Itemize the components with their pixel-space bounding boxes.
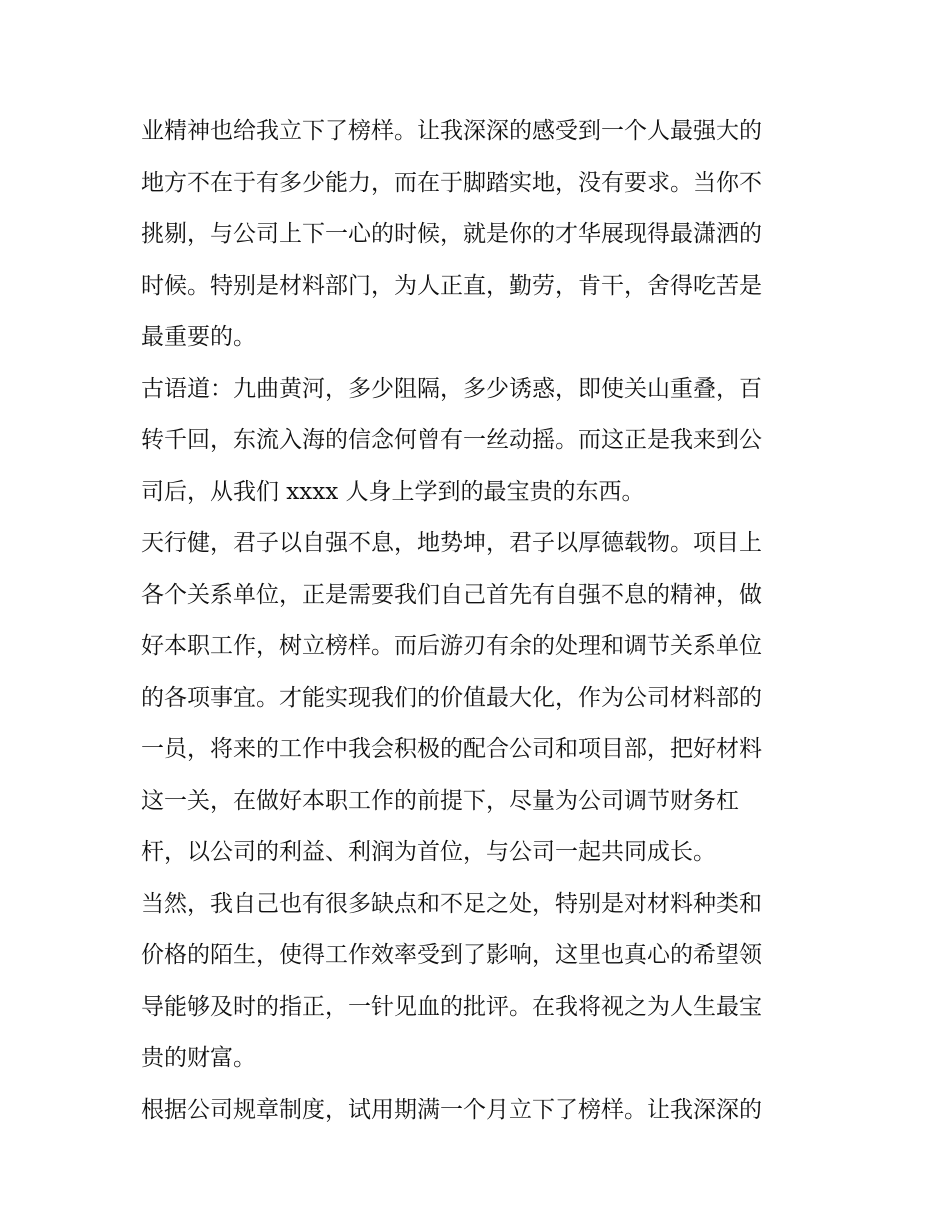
text-line: 贵的财富。	[141, 1045, 256, 1071]
text-line: 价格的陌生，使得工作效率受到了影响，这里也真心的希望领	[141, 942, 762, 968]
text-line: 时候。特别是材料部门，为人正直，勤劳，肯干，舍得吃苦是	[141, 272, 762, 299]
text-line: 这一关，在做好本职工作的前提下，尽量为公司调节财务杠	[141, 787, 739, 814]
text-line: 导能够及时的指正，一针见血的批评。在我将视之为人生最宝	[141, 993, 762, 1020]
text-line: 天行健，君子以自强不息，地势坤，君子以厚德载物。项目上	[141, 530, 762, 556]
text-line: 司后，从我们 xxxx 人身上学到的最宝贵的东西。	[141, 478, 645, 505]
text-line: 转千回，东流入海的信念何曾有一丝动摇。而这正是我来到公	[141, 427, 762, 453]
text-line: 当然，我自己也有很多缺点和不足之处，特别是对材料种类和	[141, 890, 762, 917]
text-line: 最重要的。	[141, 324, 256, 350]
text-line: 古语道：九曲黄河，多少阻隔，多少诱惑，即使关山重叠，百	[141, 375, 762, 402]
text-line: 各个关系单位，正是需要我们自己首先有自强不息的精神，做	[141, 581, 762, 608]
text-line: 根据公司规章制度，试用期满一个月立下了榜样。让我深深的	[141, 1096, 762, 1123]
text-line: 地方不在于有多少能力，而在于脚踏实地，没有要求。当你不	[141, 169, 762, 196]
text-line: 挑剔，与公司上下一心的时候，就是你的才华展现得最潇洒的	[141, 221, 762, 247]
text-line: 的各项事宜。才能实现我们的价值最大化，作为公司材料部的	[141, 684, 762, 711]
text-line: 一员，将来的工作中我会积极的配合公司和项目部，把好材料	[141, 736, 762, 762]
document-body	[141, 106, 821, 1136]
text-line: 杆，以公司的利益、利润为首位，与公司一起共同成长。	[141, 839, 716, 865]
text-line: 业精神也给我立下了榜样。让我深深的感受到一个人最强大的	[141, 118, 762, 144]
text-line: 好本职工作，树立榜样。而后游刃有余的处理和调节关系单位	[141, 633, 762, 659]
